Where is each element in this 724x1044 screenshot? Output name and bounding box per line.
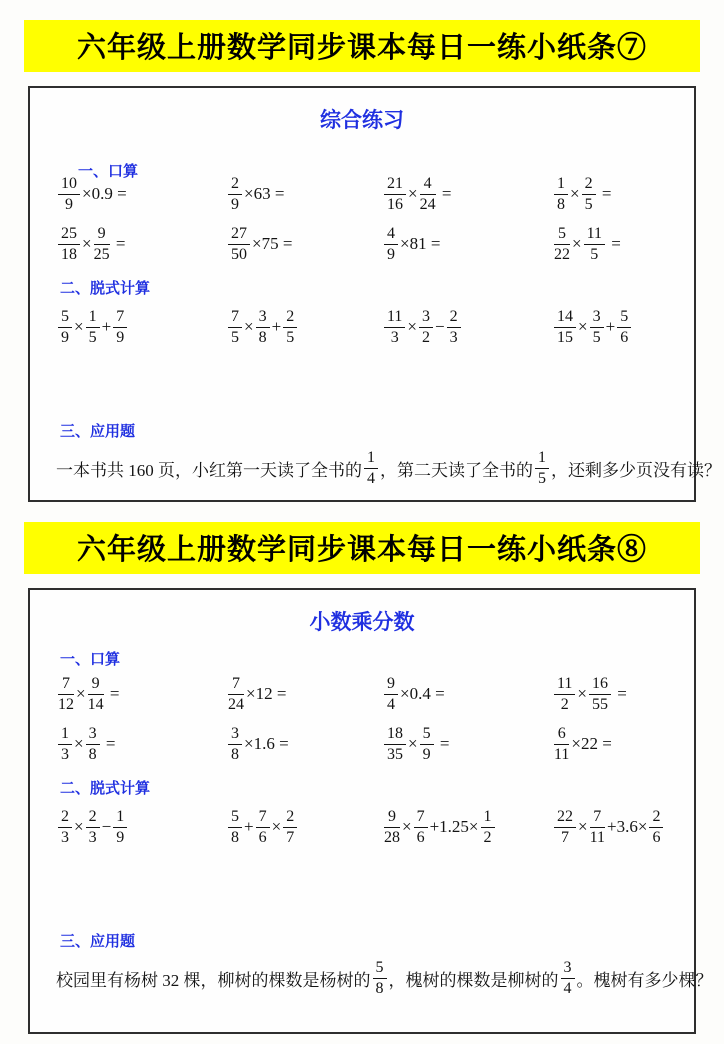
fraction: $\frac{14}{15}$ — [554, 308, 576, 347]
math-text: ×81 = — [400, 234, 441, 253]
math-text: × — [82, 234, 92, 253]
fraction: $\frac{10}{9}$ — [58, 175, 80, 214]
sheet7-box — [28, 86, 721, 502]
math-text: + — [271, 317, 282, 336]
fraction: $\frac{9}{14}$ — [87, 674, 104, 713]
math-text: ，还剩多少页没有读？ — [551, 460, 721, 480]
fraction: $\frac{7}{6}$ — [414, 808, 428, 847]
math-text: 校园里有杨树 32 棵，柳树的棵数是杨树的 — [56, 970, 371, 990]
fraction: $\frac{1}{9}$ — [113, 808, 127, 847]
math-expression — [56, 308, 226, 347]
fraction: $\frac{5}{6}$ — [617, 308, 631, 347]
math-text: + — [605, 317, 616, 336]
math-text: ，槐树的棵数是柳树的 — [388, 970, 559, 990]
sheet7-stepwise-rows — [30, 298, 694, 356]
math-text: − — [435, 317, 445, 336]
fraction: $\frac{2}{3}$ — [447, 308, 461, 347]
fraction: $\frac{7}{6}$ — [256, 808, 270, 847]
math-expression — [226, 675, 382, 714]
math-text: +3.6× — [607, 817, 648, 836]
fraction: $\frac{18}{35}$ — [384, 725, 406, 764]
fraction: $\frac{3}{5}$ — [590, 308, 604, 347]
math-expression — [226, 225, 382, 264]
sheet7-workspace — [30, 356, 694, 418]
expression-row — [30, 298, 694, 356]
fraction: $\frac{1}{2}$ — [481, 808, 495, 847]
sheet8-workspace — [30, 856, 694, 928]
worksheet-page — [0, 20, 724, 1034]
math-text: + — [101, 317, 112, 336]
math-text: = — [111, 234, 126, 253]
banner-sheet8: 六年级上册数学同步课本每日一练小纸条⑧ — [24, 522, 700, 574]
sheet7-word-problem — [30, 449, 721, 488]
math-text: + — [244, 817, 254, 836]
fraction: $\frac{2}{5}$ — [582, 175, 596, 214]
math-expression — [552, 725, 694, 764]
fraction: $\frac{5}{22}$ — [554, 224, 570, 263]
math-text: = — [105, 684, 120, 703]
math-expression — [382, 308, 552, 347]
expression-row — [30, 798, 694, 856]
fraction: $\frac{6}{11}$ — [554, 724, 570, 763]
math-expression — [382, 675, 552, 714]
math-expression — [552, 225, 694, 264]
banner-sheet7: 六年级上册数学同步课本每日一练小纸条⑦ — [24, 20, 700, 72]
sheet7-oral-heading: 一、口算 — [78, 163, 139, 180]
math-expression — [56, 808, 226, 847]
fraction: $\frac{7}{12}$ — [58, 674, 74, 713]
math-expression — [226, 808, 382, 847]
fraction: $\frac{2}{9}$ — [228, 175, 242, 214]
fraction: $\frac{11}{5}$ — [584, 225, 605, 264]
fraction: $\frac{7}{11}$ — [589, 807, 605, 846]
math-text: ×0.4 = — [400, 684, 445, 703]
sheet8-stepwise-heading: 二、脱式计算 — [60, 780, 151, 797]
math-text: × — [408, 734, 418, 753]
fraction: $\frac{3}{4}$ — [561, 959, 575, 998]
sheet8-oral-heading: 一、口算 — [60, 651, 121, 668]
math-expression — [382, 725, 552, 764]
math-expression — [226, 308, 382, 347]
math-expression — [552, 808, 694, 847]
math-text: × — [577, 684, 587, 703]
math-text: ×12 = — [246, 684, 287, 703]
math-text: × — [402, 817, 412, 836]
fraction: $\frac{27}{50}$ — [228, 225, 250, 264]
math-text: = — [613, 684, 627, 703]
fraction: $\frac{9}{28}$ — [384, 807, 400, 846]
expression-row — [30, 669, 694, 719]
math-text: = — [435, 734, 450, 753]
sheet7-word-heading: 三、应用题 — [60, 423, 136, 440]
math-text: × — [407, 317, 417, 336]
fraction: $\frac{7}{5}$ — [228, 308, 242, 347]
math-text: ×22 = — [571, 734, 612, 753]
fraction: $\frac{25}{18}$ — [58, 225, 80, 264]
math-text: = — [607, 234, 621, 253]
fraction: $\frac{5}{8}$ — [373, 959, 387, 998]
math-text: × — [572, 234, 582, 253]
math-text: × — [76, 684, 86, 703]
math-expression — [552, 308, 694, 347]
math-text: × — [74, 317, 84, 336]
fraction: $\frac{3}{2}$ — [419, 308, 433, 347]
fraction: $\frac{1}{8}$ — [554, 175, 568, 214]
sheet7-title: 综合练习 — [320, 109, 404, 132]
fraction: $\frac{2}{3}$ — [86, 808, 100, 847]
fraction: $\frac{11}{3}$ — [384, 308, 405, 347]
math-text: × — [271, 817, 282, 836]
math-text: ×0.9 = — [82, 184, 127, 203]
fraction: $\frac{3}{8}$ — [228, 725, 242, 764]
math-text: × — [578, 817, 588, 836]
math-text: ×1.6 = — [244, 734, 289, 753]
math-expression — [226, 725, 382, 764]
math-expression — [56, 725, 226, 764]
fraction: $\frac{3}{8}$ — [256, 308, 270, 347]
math-expression — [56, 675, 226, 714]
math-text: × — [74, 734, 84, 753]
fraction: $\frac{2}{5}$ — [283, 308, 297, 347]
expression-row — [30, 719, 694, 769]
fraction: $\frac{5}{9}$ — [58, 308, 72, 347]
fraction: $\frac{2}{7}$ — [283, 808, 297, 847]
math-expression — [552, 675, 694, 714]
sheet8-word-problem — [30, 959, 713, 998]
fraction: $\frac{4}{9}$ — [384, 225, 398, 264]
math-expression — [382, 808, 552, 847]
fraction: $\frac{21}{16}$ — [384, 175, 406, 214]
math-text: × — [578, 317, 588, 336]
math-text: ×63 = — [244, 184, 285, 203]
math-text: ，第二天读了全书的 — [380, 460, 533, 480]
fraction: $\frac{2}{3}$ — [58, 808, 72, 847]
fraction: $\frac{1}{5}$ — [86, 308, 100, 347]
fraction: $\frac{1}{3}$ — [58, 725, 72, 764]
math-text: × — [408, 184, 418, 203]
math-text: 。槐树有多少棵？ — [576, 970, 713, 990]
fraction: $\frac{9}{25}$ — [93, 224, 110, 263]
math-expression — [382, 225, 552, 264]
fraction: $\frac{7}{9}$ — [113, 308, 127, 347]
fraction: $\frac{5}{9}$ — [420, 725, 434, 764]
fraction: $\frac{9}{4}$ — [384, 675, 398, 714]
math-text: = — [597, 184, 612, 203]
sheet8-box — [28, 588, 713, 1034]
math-text: +1.25× — [429, 817, 479, 836]
math-text: ×75 = — [252, 234, 293, 253]
sheet8-stepwise-rows — [30, 798, 694, 856]
fraction: $\frac{5}{8}$ — [228, 808, 242, 847]
sheet7-oral-rows — [30, 169, 694, 269]
fraction: $\frac{22}{7}$ — [554, 808, 576, 847]
math-text: − — [101, 817, 112, 836]
math-text: = — [101, 734, 116, 753]
math-text: 一本书共 160 页，小红第一天读了全书的 — [56, 460, 362, 480]
expression-row — [30, 219, 694, 269]
fraction: $\frac{11}{2}$ — [554, 675, 575, 714]
fraction: $\frac{1}{4}$ — [364, 449, 378, 488]
math-text: × — [570, 184, 580, 203]
sheet8-title: 小数乘分数 — [309, 611, 415, 634]
fraction: $\frac{4}{24}$ — [419, 174, 436, 213]
fraction: $\frac{1}{5}$ — [535, 449, 549, 488]
sheet8-oral-rows — [30, 669, 694, 769]
sheet7-stepwise-heading: 二、脱式计算 — [60, 280, 151, 297]
fraction: $\frac{16}{55}$ — [589, 675, 611, 714]
math-text: × — [244, 317, 254, 336]
math-text: = — [437, 184, 452, 203]
math-text: × — [74, 817, 84, 836]
sheet8-word-heading: 三、应用题 — [60, 933, 136, 950]
math-expression — [56, 225, 226, 264]
fraction: $\frac{2}{6}$ — [649, 808, 663, 847]
fraction: $\frac{3}{8}$ — [86, 725, 100, 764]
fraction: $\frac{7}{24}$ — [228, 674, 244, 713]
